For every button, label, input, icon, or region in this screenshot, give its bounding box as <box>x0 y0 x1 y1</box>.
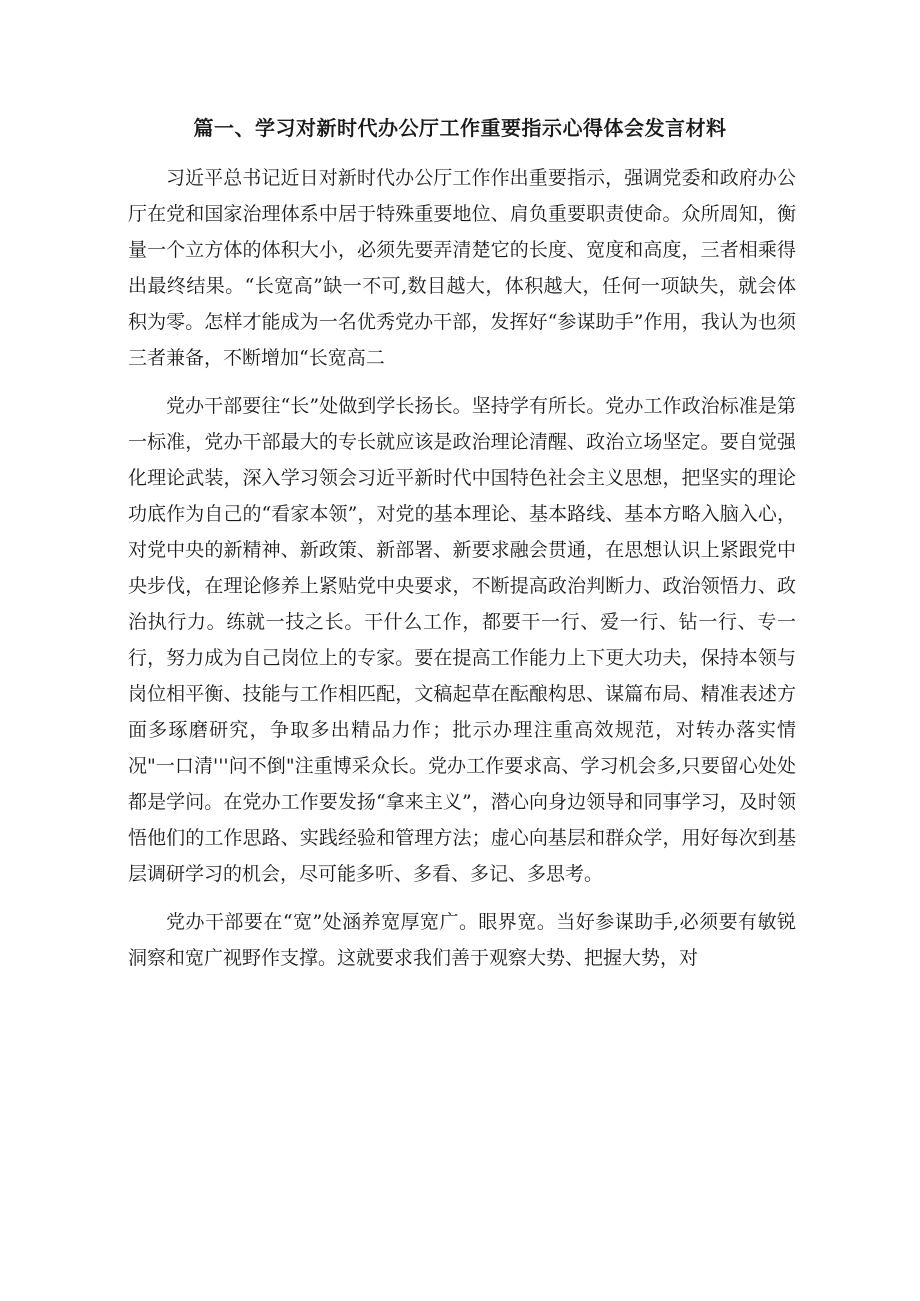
paragraph-width: 党办干部要在“宽”处涵养宽厚宽广。眼界宽。当好参谋助手,必须要有敏锐洞察和宽广视野作支撑。这就要求我们善于观察大势、把握大势，对 <box>128 911 796 969</box>
document-body <box>128 160 796 976</box>
paragraph-intro: 习近平总书记近日对新时代办公厅工作作出重要指示，强调党委和政府办公厅在党和国家治理体系中居于特殊重要地位、肩负重要职责使命。众所周知，衡量一个立方体的体积大小，必须先要弄清楚它的长度、宽度和高度，三者相乘得出最终结果。“长宽高”缺一不可,数目越大，体积越大，任何一项缺失，就会体积为零。怎样才能成为一名优秀党办干部，发挥好“参谋助手”作用，我认为也须三者兼备，不断增加“长宽高二 <box>128 167 796 369</box>
document-title: 篇一、学习对新时代办公厅工作重要指示心得体会发言材料 <box>193 116 727 140</box>
paragraph-length: 党办干部要往“长”处做到学长扬长。坚持学有所长。党办工作政治标准是第一标准，党办干部最大的专长就应该是政治理论清醒、政治立场坚定。要自觉强化理论武装，深入学习领会习近平新时代中国特色社会主义思想，把坚实的理论功底作为自己的“看家本领”，对党的基本理论、基本路线、基本方略入脑入心，对党中央的新精神、新政策、新部署、新要求融会贯通，在思想认识上紧跟党中央步伐，在理论修养上紧贴党中央要求，不断提高政治判断力、政治领悟力、政治执行力。练就一技之长。干什么工作，都要干一行、爱一行、钻一行、专一行，努力成为自己岗位上的专家。要在提高工作能力上下更大功夫，保持本领与岗位相平衡、技能与工作相匹配，文稿起草在酝酿构思、谋篇布局、精准表述方面多琢磨研究，争取多出精品力作；批示办理注重高效规范，对转办落实情况"一口清'''问不倒"注重博采众长。党办工作要求高、学习机会多,只要留心处处都是学问。在党办工作要发扬“拿来主义”，潜心向身边领导和同事学习，及时领悟他们的工作思路、实践经验和管理方法；虚心向基层和群众学，用好每次到基层调研学习的机会，尽可能多听、多看、多记、多思考。 <box>128 395 796 885</box>
